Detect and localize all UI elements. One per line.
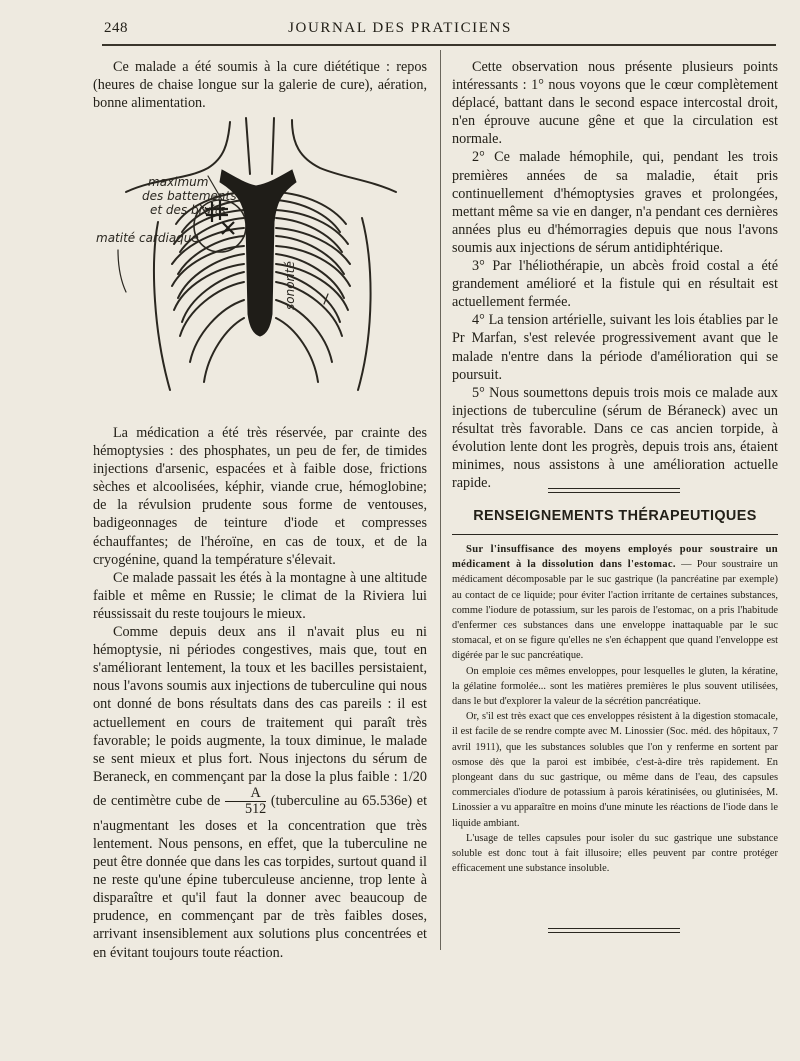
separator-rule-bottom-2 (548, 932, 680, 933)
right-therapeutics (452, 542, 778, 876)
separator-rule-bottom (548, 928, 680, 929)
tuberculine-text-start: Comme depuis deux ans il n'avait plus eu ni hémoptysie, ni périodes congestives, mais que, tout en s'améliorant lentement, la toux et les bacilles persistaient, nous l'avons soumis aux injections de tuberculine qui nous ont donné de bons résultats dans des cas pareils : il est actuellement en cours de traitement qui paraît très favorable; le poids augmente, la toux diminue, le malade se sent mieux et plus fort. Nous injectons du sérum de Beraneck, en commençant par la dose la plus faible : 1/20 de centimètre cube de (93, 624, 427, 809)
left-intro (93, 58, 427, 112)
observation-4: 4° La tension artérielle, suivant les lois établies par le Pr Marfan, s'est relevée progressivement avant que le malade n'entre dans la période d'amélioration qui se poursuit. (452, 312, 778, 383)
paragraph-tuberculine (93, 623, 427, 962)
header-rule (102, 44, 776, 46)
section-title-rule (452, 534, 778, 535)
fraction-denominator: 512 (244, 800, 267, 817)
right-observations (452, 58, 778, 492)
observation-3: 3° Par l'héliothérapie, un abcès froid costal a été grandement amélioré et la fistule qui en résultait est actuellement fermée. (452, 258, 778, 311)
therapeutics-paragraph-4: L'usage de telles capsules pour isoler du suc gastrique une substance soluble est donc tout à fait illusoire; elles peuvent par contre protéger efficacement une substance insoluble. (452, 832, 778, 875)
label-maximum: maximum (148, 175, 209, 189)
label-et-des-bruits: et des bruits (150, 203, 226, 217)
label-des-battements: des battements (142, 189, 237, 203)
column-divider (440, 50, 441, 950)
paragraph-medication: La médication a été très réservée, par crainte des hémoptysies : des phosphates, un peu de fer, de timides injections d'arsenic, espacées et à faible dose, frictions sèches et alcoolisées, képhir, viande crue, hémoglobine; de la révulsion prudente sous forme de ventouses, badigeonnages de teinture d'iode et compresses échauffantes; de l'héroïne, en cas de toux, et de la cryogénine, quand la température s'élevait. (93, 425, 427, 568)
observation-5: 5° Nous soumettons depuis trois mois ce malade aux injections de tuberculine (sérum de Béraneck) avec un résultat très favorable. Dans ce cas ancien torpide, à évolution lente dont les progrès, depuis trois ans, étaient minimes, nous assistons à une amélioration actuelle rapide. (452, 384, 778, 492)
therapeutics-paragraph-2: On emploie ces mêmes enveloppes, pour lesquelles le gluten, la kératine, la gélatine formolée... sont les matières premières le plus souvent utilisées, dans le but d'explorer la valeur de la sécrétion pancréatique. (452, 665, 778, 708)
section-title: RENSEIGNEMENTS THÉRAPEUTIQUES (473, 508, 757, 524)
separator-rule-top-2 (548, 492, 680, 493)
separator-rule-top (548, 488, 680, 489)
therapeutics-paragraph-3: Or, s'il est très exact que ces enveloppes résistent à la digestion stomacale, il est facile de se rendre compte avec M. Linossier (Soc. méd. des hôpitaux, 7 avril 1911), que les substances solubles que l'on y renferme en sortent par osmose dès que la paroi est imbibée, c'est-à-dire très rapidement. En plongeant dans du suc gastrique, ou même dans de l'eau, des capsules commerciales d'iodure de potassium à parois kératinisées, ou glutinisées, M. Linossier a vu apparaître en moins d'une minute les réactions de l'iode dans le liquide ambiant. (452, 711, 778, 829)
tuberculine-text-end: (tuberculine au 65.536e) et n'augmentant les doses et la concentration que très lentement. Nous pensons, en effet, que la tuberculine ne peut être donnée que dans les cas torpides, surtout quand il ne reste qu'une épine tuberculeuse ancienne, trop lente à disparaître et qu'il faut la donner avec beaucoup de prudence, en commençant par de très faibles doses, arrivant insensiblement aux solutions plus concentrées et en évitant toujours toute réaction. (93, 792, 428, 961)
label-matite-cardiaque: matité cardiaque (96, 231, 199, 245)
therapeutics-text-1: — Pour soustraire un médicament décomposable par le suc gastrique (la pancréatine par exemple) au contact de ce liquide; pour éviter l'action irritante de certaines substances, comme l'iodure de potassium, sur les parois de l'estomac, on a pris l'habitude d'enfermer ces substances dans une enveloppe inattaquable par le suc stomacal, et on se figure qu'elles ne s'en échappent que quand l'enveloppe est digérée par le suc pancréatique. (452, 559, 778, 662)
observation-intro: Cette observation nous présente plusieurs points intéressants : 1° nous voyons que le cœur complètement déplacé, battant dans le second espace intercostal droit, n'en éprouve aucune gêne et que la circulation est normale. (452, 59, 778, 148)
intro-paragraph: Ce malade a été soumis à la cure diététique : repos (heures de chaise longue sur la galerie de cure), aération, bonne alimentation. (93, 59, 427, 112)
page-number: 248 (104, 20, 128, 36)
chest-drawing (96, 114, 416, 410)
therapeutics-paragraph-1 (452, 542, 778, 664)
observation-2: 2° Ce malade hémophile, qui, pendant les trois premières années de sa maladie, était pris continuellement d'hémoptysies graves et prolongées, mettant même sa vie en danger, n'a pendant ces dernières années plus eu d'hémorragies depuis que nous l'avons soumis aux injections de sérum antidiphtérique. (452, 149, 778, 256)
label-sonorite: sonorité (283, 261, 297, 310)
fraction-a-512 (225, 786, 266, 817)
left-body (93, 424, 427, 962)
fraction-numerator: A (225, 786, 266, 802)
chest-diagram (96, 114, 416, 410)
paragraph-climate: Ce malade passait les étés à la montagne à une altitude faible et même en Russie; le climat de la Riviera lui réussissait du reste toujours le mieux. (93, 569, 427, 622)
subsection-title: Sur l'insuffisance des moyens employés pour soustraire un médicament à la dissolution dans l'estomac. (452, 544, 778, 571)
journal-title: JOURNAL DES PRATICIENS (288, 20, 512, 36)
